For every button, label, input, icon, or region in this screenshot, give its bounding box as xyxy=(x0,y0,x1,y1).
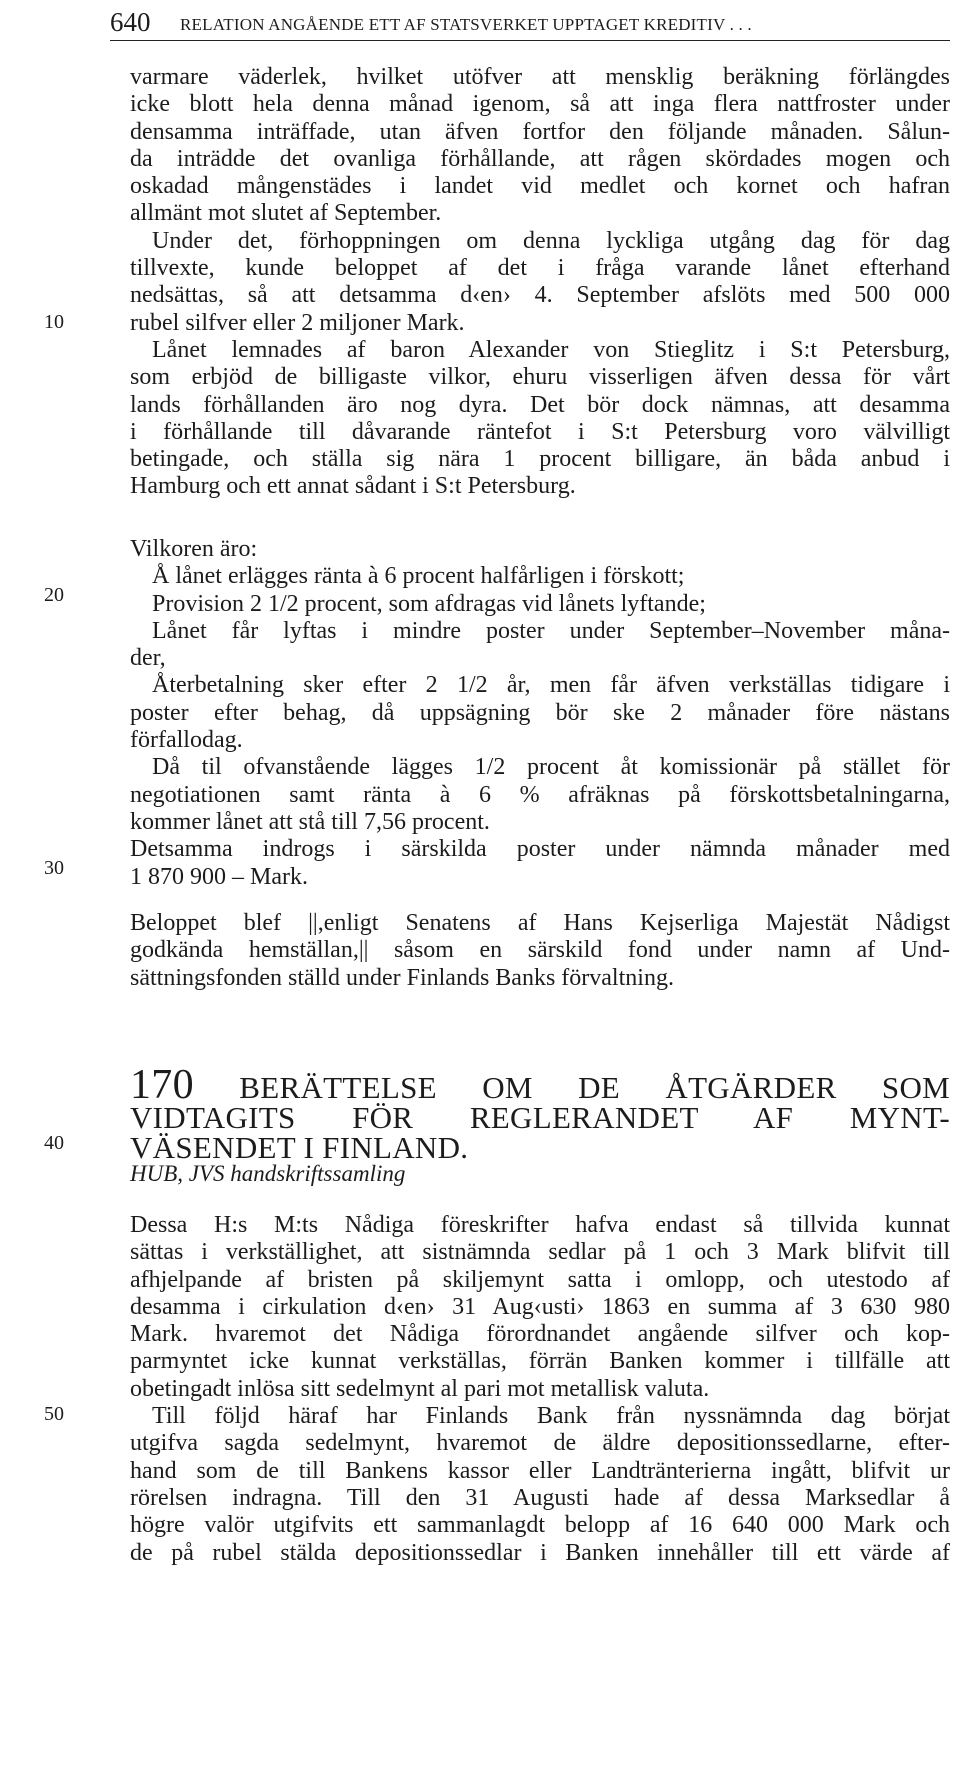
text-line: parmyntet icke kunnat verkställas, förrän Banken kommer i tillfälle att xyxy=(130,1348,950,1375)
text-line: tillvexte, kunde beloppet af det i fråga varande lånet efterhand xyxy=(130,255,950,282)
text-line: Då til ofvanstående lägges 1/2 procent åt komissionär på stället för xyxy=(152,754,950,781)
text-line: da inträdde det ovanliga förhållande, att rågen skördades mogen och xyxy=(130,145,950,172)
text-line: Lånet lemnades af baron Alexander von Stieglitz i S:t Petersburg, xyxy=(152,336,950,363)
text-line: Dessa H:s M:ts Nådiga föreskrifter hafva endast så tillvida kunnat xyxy=(130,1212,950,1238)
text-line: utgifva sagda sedelmynt, hvaremot de äldre depositionssedlarne, efter- xyxy=(130,1430,950,1457)
text-line: Under det, förhoppningen om denna lyckliga utgång dag för dag xyxy=(152,227,950,254)
text-line: Hamburg och ett annat sådant i S:t Petersburg. xyxy=(130,473,576,500)
text-line: Lånet får lyftas i mindre poster under September–November måna- xyxy=(152,617,950,644)
text-line: kommer lånet att stå till 7,56 procent. xyxy=(130,808,490,835)
text-line: Återbetalning sker efter 2 1/2 år, men får äfven verkställas tidigare i xyxy=(152,672,950,699)
text-line: Provision 2 1/2 procent, som afdragas vid lånets lyftande; xyxy=(152,590,706,617)
text-line: desamma i cirkulation d‹en› 31 Aug‹usti› 1863 en summa af 3 630 980 xyxy=(130,1293,950,1320)
text-line: Mark. hvaremot det Nådiga förordnandet angående silfver och kop- xyxy=(130,1321,950,1348)
text-line: i förhållande till dåvarande räntefot i S:t Petersburg voro välvilligt xyxy=(130,418,950,445)
page-number: 640 xyxy=(110,7,151,37)
text-line: poster efter behag, då uppsägning bör ske 2 månader före nästans xyxy=(130,699,950,726)
text-line: afhjelpande af bristen på skiljemynt satta i omlopp, och utestodo af xyxy=(130,1266,950,1293)
running-head: RELATION ANGÅENDE ETT AF STATSVERKET UPPTAGET KREDITIV . . . xyxy=(180,15,752,34)
text-line: varmare väderlek, hvilket utöfver att mensklig beräkning förlängdes xyxy=(130,64,950,90)
text-line: rubel silfver eller 2 miljoner Mark. xyxy=(130,309,465,336)
section-title-line: BERÄTTELSE OM DE ÅTGÄRDER SOM xyxy=(239,1070,950,1105)
text-line: de på rubel stälda depositionssedlar i Banken innehåller till ett värde af xyxy=(130,1539,950,1566)
text-line: allmänt mot slutet af September. xyxy=(130,200,442,227)
text-line: obetingadt inlösa sitt sedelmynt al pari mot metallisk valuta. xyxy=(130,1375,710,1402)
text-line: godkända hemställan,|| såsom en särskild fond under namn af Und- xyxy=(130,937,950,964)
text-line: sättningsfonden ställd under Finlands Banks förvaltning. xyxy=(130,964,674,991)
line-number: 10 xyxy=(44,311,64,333)
text-line: rörelsen indragna. Till den 31 Augusti hade af dessa Marksedlar å xyxy=(130,1484,950,1511)
text-line: Å lånet erlägges ränta à 6 procent halfårligen i förskott; xyxy=(152,563,685,590)
text-line: icke blott hela denna månad igenom, så att inga flera nattfroster under xyxy=(130,91,950,118)
text-line: Vilkoren äro: xyxy=(130,536,258,562)
line-number: 50 xyxy=(44,1403,64,1425)
text-line: densamma inträffade, utan äfven fortfor den följande månaden. Sålun- xyxy=(130,118,950,145)
paragraph-block-1 xyxy=(130,64,950,501)
section-title xyxy=(130,1062,950,1165)
text-line: Beloppet blef ||,enligt Senatens af Hans Kejserliga Majestät Nådigst xyxy=(130,910,950,936)
paragraph-block-3 xyxy=(130,910,950,992)
text-line: hand som de till Bankens kassor eller Landtränterierna ingått, blifvit ur xyxy=(130,1457,950,1484)
text-line: 1 870 900 – Mark. xyxy=(130,863,308,890)
paragraph-block-4 xyxy=(130,1212,950,1567)
text-line: sättas i verkställighet, att sistnämnda sedlar på 1 och 3 Mark blifvit till xyxy=(130,1239,950,1266)
running-header xyxy=(110,4,950,41)
text-line: nedsättas, så att detsamma d‹en› 4. September afslöts med 500 000 xyxy=(130,282,950,309)
section-title-line: VIDTAGITS FÖR REGLERANDET AF MYNT- xyxy=(130,1100,950,1135)
line-number: 30 xyxy=(44,857,64,879)
text-line: betingade, och ställa sig nära 1 procent billigare, än båda anbud i xyxy=(130,446,950,473)
line-number: 40 xyxy=(44,1132,64,1154)
text-line: Detsamma indrogs i särskilda poster under nämnda månader med xyxy=(130,836,950,863)
line-number: 20 xyxy=(44,584,64,606)
text-line: oskadad mångenstädes i landet vid medlet och kornet och hafran xyxy=(130,173,950,200)
section-number: 170 xyxy=(130,1062,194,1108)
text-line: negotiationen samt ränta à 6 % afräknas på förskottsbetalningarna, xyxy=(130,781,950,808)
section-title-line: VÄSENDET I FINLAND. xyxy=(130,1130,469,1165)
text-line: högre valör utgifvits ett sammanlagdt belopp af 16 640 000 Mark och xyxy=(130,1512,950,1539)
text-line: lands förhållanden äro nog dyra. Det bör dock nämnas, att desamma xyxy=(130,391,950,418)
text-line: förfallodag. xyxy=(130,727,243,754)
text-line: Till följd häraf har Finlands Bank från nyssnämnda dag börjat xyxy=(152,1403,950,1430)
text-line: der, xyxy=(130,645,166,672)
text-line: som erbjöd de billigaste vilkor, ehuru visserligen äfven dessa för vårt xyxy=(130,364,950,391)
paragraph-block-2 xyxy=(130,536,950,891)
source-note: HUB, JVS handskriftssamling xyxy=(130,1161,406,1186)
